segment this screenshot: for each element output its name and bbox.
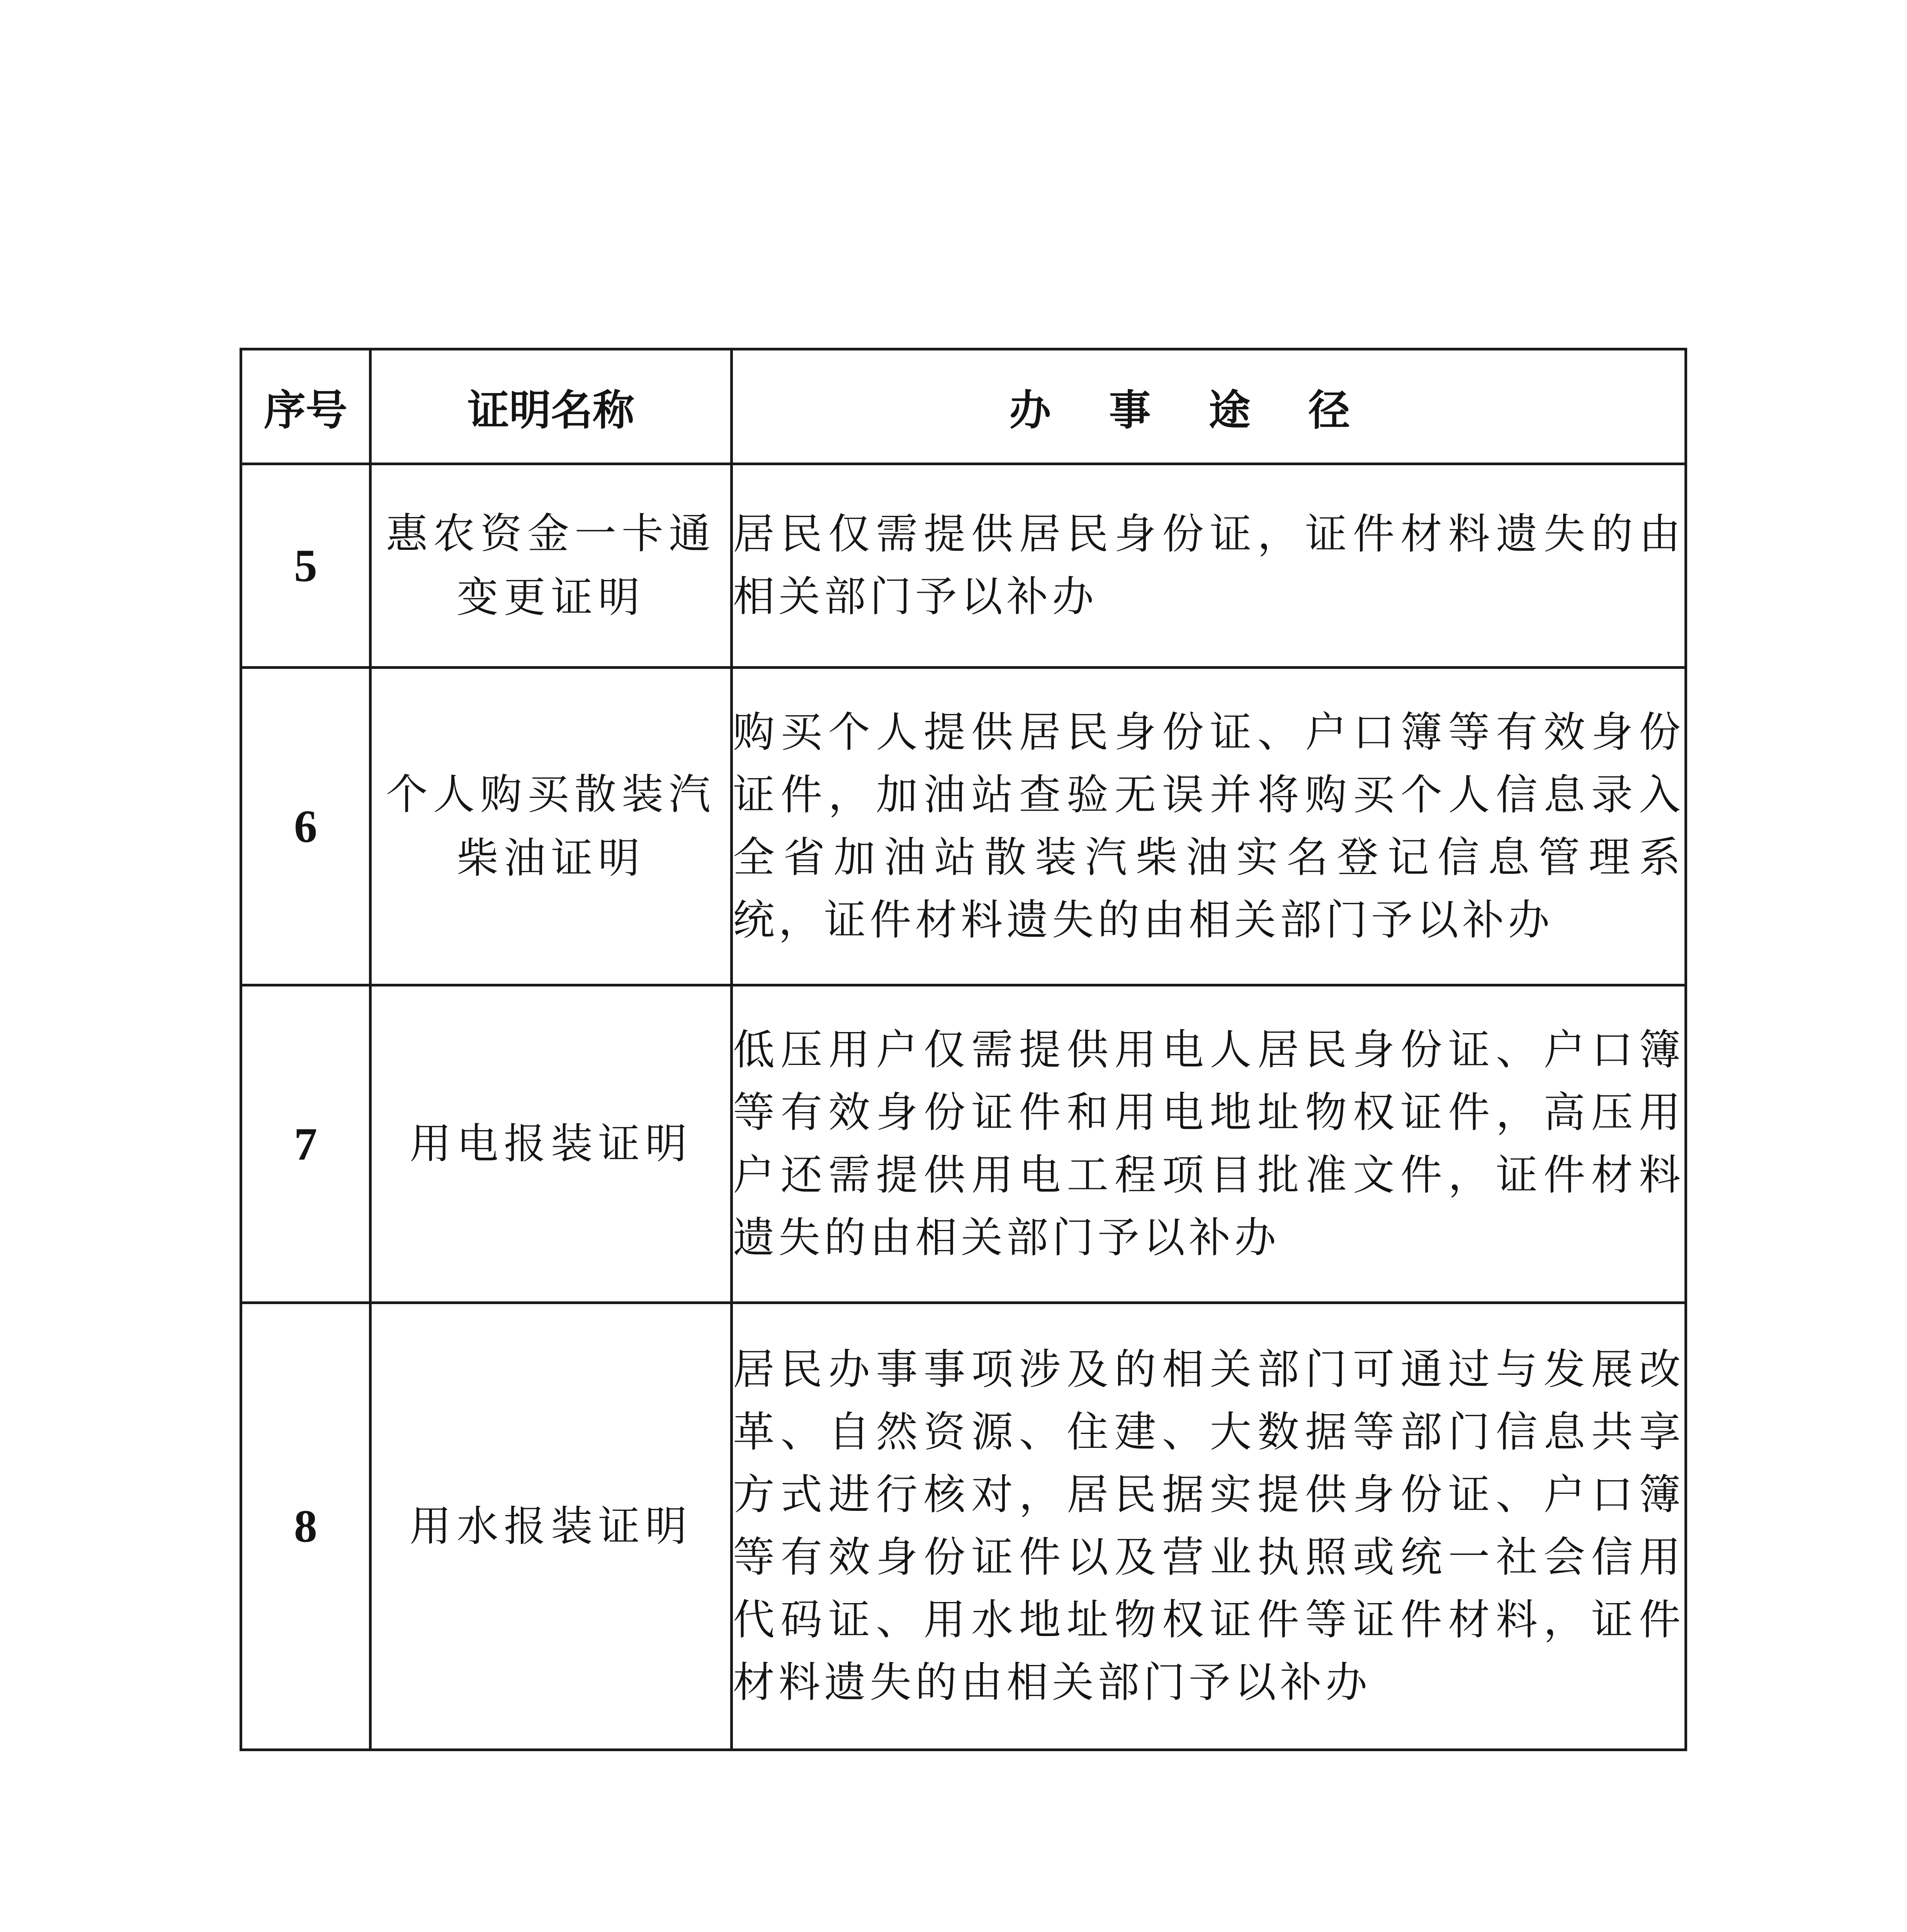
header-serial-number: 序号 — [241, 349, 371, 464]
header-certificate-name: 证明名称 — [371, 349, 732, 464]
row-certificate-name: 个人购买散装汽柴油证明 — [371, 668, 732, 985]
row-handling-path: 居民仅需提供居民身份证，证件材料遗失的由相关部门予以补办 — [732, 464, 1686, 668]
row-certificate-name: 用电报装证明 — [371, 985, 732, 1303]
certificate-table — [240, 348, 1687, 1751]
row-certificate-name: 用水报装证明 — [371, 1303, 732, 1750]
table-row — [241, 464, 1686, 668]
table-header-row — [241, 349, 1686, 464]
row-serial-number: 8 — [241, 1303, 371, 1750]
row-certificate-name: 惠农资金一卡通变更证明 — [371, 464, 732, 668]
row-serial-number: 7 — [241, 985, 371, 1303]
row-handling-path: 居民办事事项涉及的相关部门可通过与发展改革、自然资源、住建、大数据等部门信息共享方式进行核对，居民据实提供身份证、户口簿等有效身份证件以及营业执照或统一社会信用代码证、用水地址物权证件等证件材料，证件材料遗失的由相关部门予以补办 — [732, 1303, 1686, 1750]
row-serial-number: 5 — [241, 464, 371, 668]
header-handling-path: 办事途径 — [732, 349, 1686, 464]
row-handling-path: 低压用户仅需提供用电人居民身份证、户口簿等有效身份证件和用电地址物权证件，高压用户还需提供用电工程项目批准文件，证件材料遗失的由相关部门予以补办 — [732, 985, 1686, 1303]
table-row — [241, 1303, 1686, 1750]
table-row — [241, 985, 1686, 1303]
row-handling-path: 购买个人提供居民身份证、户口簿等有效身份证件，加油站查验无误并将购买个人信息录入全省加油站散装汽柴油实名登记信息管理系统，证件材料遗失的由相关部门予以补办 — [732, 668, 1686, 985]
row-serial-number: 6 — [241, 668, 371, 985]
table-row — [241, 668, 1686, 985]
